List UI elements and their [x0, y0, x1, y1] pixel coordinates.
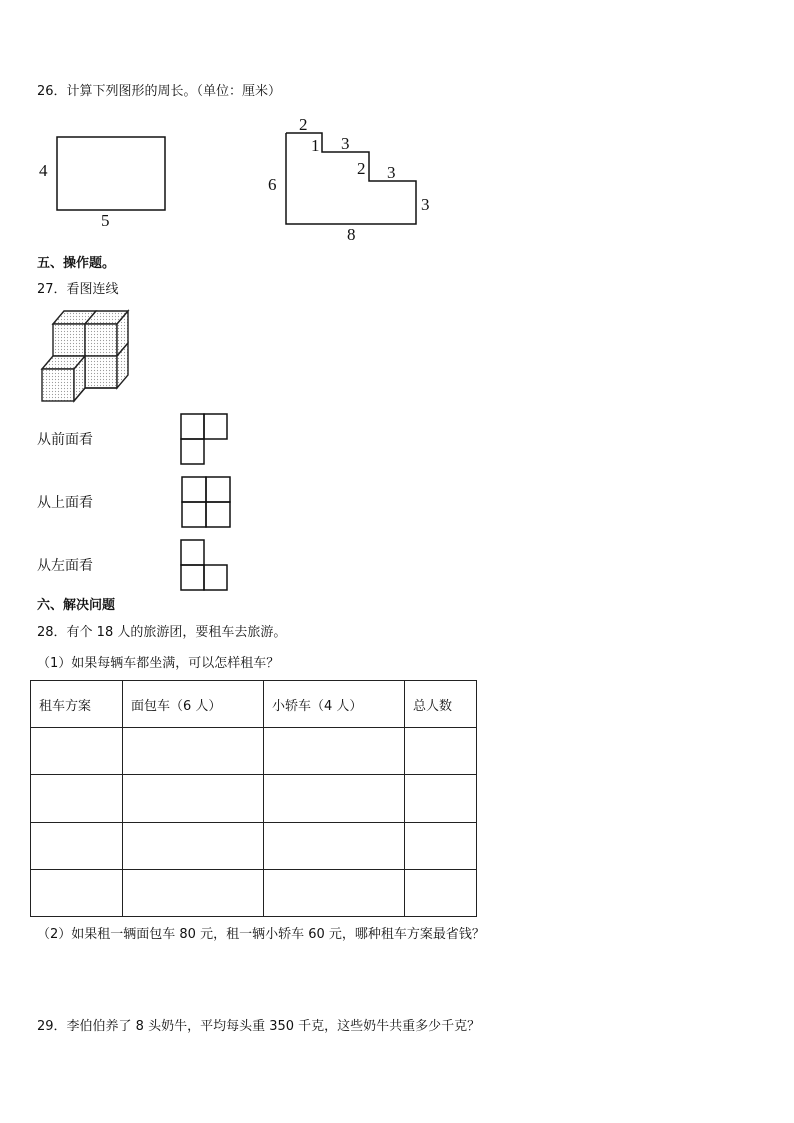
table-row: [31, 775, 477, 823]
q28-part2: （2）如果租一辆面包车 80 元，租一辆小轿车 60 元，哪种租车方案最省钱？: [37, 927, 485, 942]
table-cell[interactable]: [123, 728, 264, 775]
step-top-width-label: 2: [299, 115, 308, 134]
table-cell[interactable]: [31, 728, 123, 775]
view-option-1: [181, 414, 227, 464]
rect-height-label: 4: [39, 161, 48, 180]
table-cell[interactable]: [31, 823, 123, 870]
view-option-2: [182, 477, 230, 527]
table-cell[interactable]: [405, 823, 477, 870]
header-total: 总人数: [405, 681, 477, 728]
table-cell[interactable]: [264, 775, 405, 823]
view-front-label: 从前面看: [37, 432, 93, 448]
table-cell[interactable]: [31, 775, 123, 823]
view-left-label: 从左面看: [37, 558, 93, 574]
step1-drop-label: 1: [311, 136, 320, 155]
view-option-3: [181, 540, 227, 590]
q28-part1: （1）如果每辆车都坐满，可以怎样租车？: [37, 656, 280, 671]
table-cell[interactable]: [123, 870, 264, 917]
step-right-height-label: 3: [421, 195, 430, 214]
table-cell[interactable]: [31, 870, 123, 917]
table-cell[interactable]: [264, 823, 405, 870]
step-left-height-label: 6: [268, 175, 277, 194]
step1-run-label: 3: [341, 134, 350, 153]
q29-title: 29．李伯伯养了 8 头奶牛，平均每头重 350 千克，这些奶牛共重多少千克？: [37, 1019, 481, 1034]
step-bottom-width-label: 8: [347, 225, 356, 244]
table-header-row: [31, 681, 477, 728]
q28-title: 28．有个 18 人的旅游团，要租车去旅游。: [37, 625, 287, 640]
rental-plan-table: [30, 680, 477, 917]
rect-width-label: 5: [101, 211, 110, 230]
view-top-label: 从上面看: [37, 495, 93, 511]
step2-drop-label: 2: [357, 159, 366, 178]
table-cell[interactable]: [405, 728, 477, 775]
table-row: [31, 728, 477, 775]
q26-title: 26．计算下列图形的周长。（单位：厘米）: [37, 84, 282, 99]
section5-title: 五、操作题。: [37, 256, 116, 271]
header-van: 面包车（6 人）: [123, 681, 264, 728]
table-row: [31, 870, 477, 917]
step2-run-label: 3: [387, 163, 396, 182]
table-cell[interactable]: [264, 728, 405, 775]
table-cell[interactable]: [123, 823, 264, 870]
table-cell[interactable]: [405, 870, 477, 917]
table-cell[interactable]: [123, 775, 264, 823]
header-plan: 租车方案: [31, 681, 123, 728]
q27-title: 27．看图连线: [37, 282, 119, 297]
section6-title: 六、解决问题: [37, 598, 116, 613]
table-cell[interactable]: [405, 775, 477, 823]
table-row: [31, 823, 477, 870]
table-cell[interactable]: [264, 870, 405, 917]
header-car: 小轿车（4 人）: [264, 681, 405, 728]
